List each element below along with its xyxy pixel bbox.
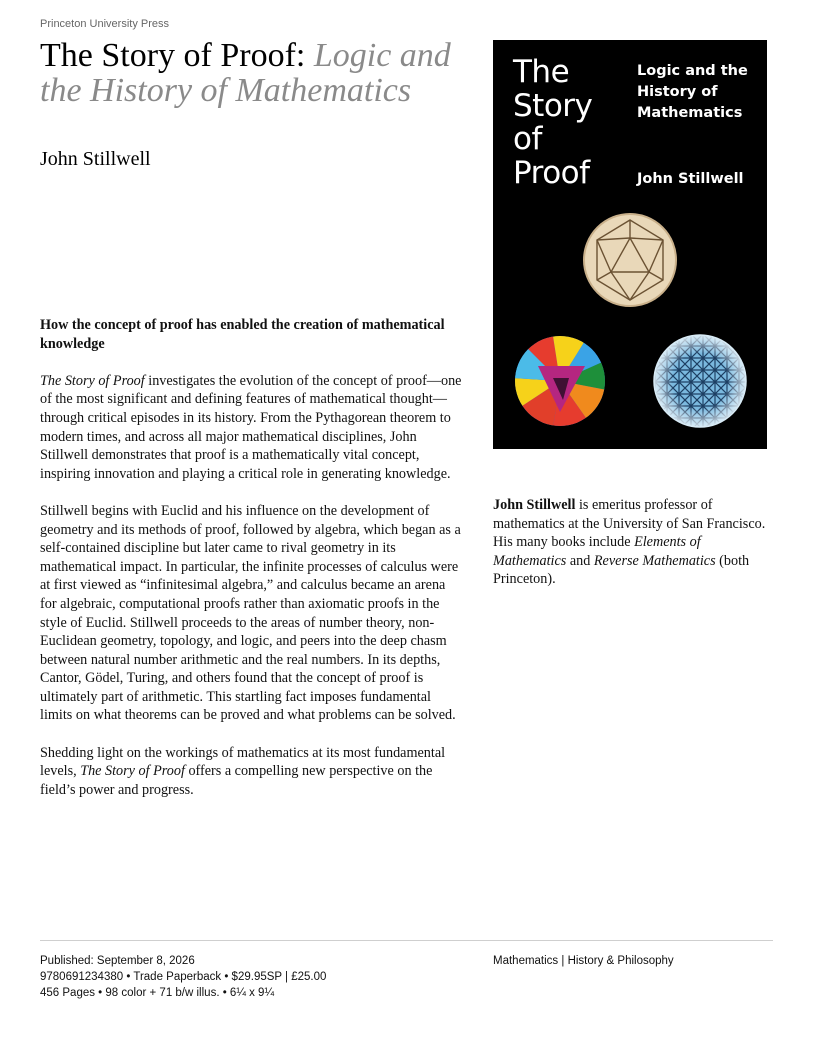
- description-paragraph-3: [40, 744, 465, 800]
- page-count-line: 456 Pages • 98 color + 71 b/w illus. • 6¼ x 9¼: [40, 987, 275, 999]
- publication-date: Published: September 8, 2026: [40, 955, 195, 967]
- description-paragraph-1: [40, 372, 465, 484]
- bio-text: and: [566, 552, 594, 569]
- bio-text: (both Princeton).: [493, 552, 750, 588]
- cover-subtitle-line: History of: [637, 84, 718, 100]
- footer-divider: [40, 940, 773, 941]
- cover-subtitle-line: Logic and the: [637, 63, 748, 79]
- cover-title-line: Story: [513, 87, 593, 124]
- cover-title-line: Proof: [513, 154, 590, 191]
- icosahedron-icon: [584, 214, 676, 306]
- cover-subtitle-line: Mathematics: [637, 105, 743, 121]
- publication-details: [40, 953, 326, 1001]
- isbn-price-line: 9780691234380 • Trade Paperback • $29.95SP | £25.00: [40, 971, 327, 983]
- description-headline: How the concept of proof has enabled the creation of mathematical knowledge: [40, 317, 445, 352]
- bio-text: is emeritus professor of mathematics at the University of San Francisco. His many books include: [493, 497, 766, 551]
- cover-title: [513, 56, 592, 190]
- subject-categories: Mathematics | History & Philosophy: [493, 955, 674, 967]
- book-author: John Stillwell: [40, 148, 151, 170]
- cover-subtitle: [637, 61, 748, 124]
- bio-book-title: Elements of Mathematics: [493, 534, 701, 569]
- bio-author-name: John Stillwell: [493, 497, 576, 513]
- book-title-italic: The Story of Proof: [80, 763, 185, 780]
- cover-title-line: The: [513, 54, 570, 90]
- author-bio: [493, 496, 768, 589]
- title-main: The Story of Proof:: [40, 37, 306, 74]
- author-bio-text: [493, 496, 768, 589]
- bio-book-title: Reverse Mathematics: [593, 552, 716, 569]
- book-title-italic: The Story of Proof: [40, 372, 145, 389]
- description-paragraph-2: Stillwell begins with Euclid and his influence on the development of geometry and its methods of proof, followed by algebra, which began as a self-contained discipline but later came to rival geometry in its mathematical impact. In particular, the infinite processes of calculus were at first viewed as “infinitesimal algebra,” and calculus became an arena for algebraic, computational proofs rather than axiomatic proofs in the style of Euclid. Stillwell proceeds to the areas of number theory, non-Euclidean geometry, topology, and logic, and peers into the deep chasm between natural number arithmetic and the real numbers. In its depths, Cantor, Gödel, Turing, and others found that the concept of proof is ultimately part of arithmetic. This startling fact imposes fundamental limits on what theorems can be proved and what problems can be solved.: [40, 502, 461, 724]
- paragraph-text: offers a compelling new perspective on the field’s power and progress.: [40, 763, 433, 798]
- paragraph-text: investigates the evolution of the concept of proof—one of the most significant and defining features of mathematical thought—through critical episodes in its history. From the Pythagorean theorem to modern times, and across all major mathematical disciplines, John Stillwell demonstrates that proof is a mathematically vital concept, inspiring innovation and playing a critical role in generating knowledge.: [40, 372, 462, 482]
- book-title: [40, 38, 470, 108]
- book-cover-image: [493, 40, 767, 449]
- cover-title-line: of: [513, 121, 542, 157]
- paragraph-text: Shedding light on the workings of mathematics at its most fundamental levels,: [40, 744, 446, 780]
- cover-author: John Stillwell: [637, 171, 744, 187]
- publisher-name: Princeton University Press: [40, 18, 169, 30]
- title-subtitle: Logic and the History of Mathematics: [40, 37, 451, 109]
- book-description: [40, 316, 465, 818]
- colorful-polyhedron-icon: [513, 334, 609, 430]
